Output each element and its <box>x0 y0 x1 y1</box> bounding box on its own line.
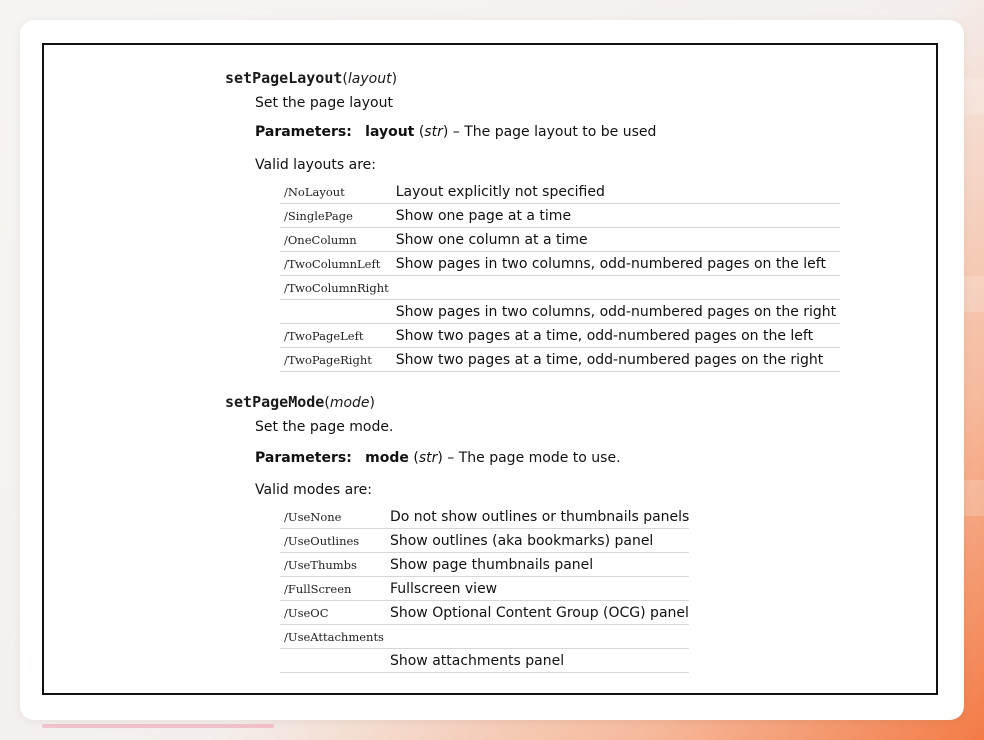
option-description: Show pages in two columns, odd-numbered pages on the right <box>396 300 840 324</box>
layout-options-table <box>280 180 840 372</box>
option-name: /FullScreen <box>280 577 390 601</box>
option-description: Show two pages at a time, odd-numbered pages on the left <box>396 324 840 348</box>
option-row <box>280 276 840 300</box>
option-description: Show page thumbnails panel <box>390 553 689 577</box>
param-name: mode <box>365 450 409 466</box>
option-name: /OneColumn <box>280 228 396 252</box>
option-row <box>280 252 840 276</box>
option-name: /TwoColumnLeft <box>280 252 396 276</box>
option-name: /TwoColumnRight <box>280 276 396 300</box>
option-description: Show pages in two columns, odd-numbered pages on the left <box>396 252 840 276</box>
option-row <box>280 204 840 228</box>
option-description: Show Optional Content Group (OCG) panel <box>390 601 689 625</box>
param-description: – The page mode to use. <box>447 450 621 466</box>
option-row <box>280 553 689 577</box>
valid-values-label: Valid layouts are: <box>255 157 376 173</box>
parameters-label: Parameters: <box>255 450 352 466</box>
option-name: /NoLayout <box>280 180 396 204</box>
option-description: Show outlines (aka bookmarks) panel <box>390 529 689 553</box>
option-description: Do not show outlines or thumbnails panels <box>390 505 689 529</box>
option-description: Show attachments panel <box>390 649 689 673</box>
mode-options-table <box>280 505 689 673</box>
option-row <box>280 228 840 252</box>
option-name <box>280 300 396 324</box>
method-name: setPageLayout <box>225 69 343 87</box>
method-signature-setpagemode: setPageMode(mode) <box>225 393 375 411</box>
option-row <box>280 577 689 601</box>
option-name: /UseOutlines <box>280 529 390 553</box>
param-description: – The page layout to be used <box>452 124 657 140</box>
option-description: Show one column at a time <box>396 228 840 252</box>
option-row <box>280 649 689 673</box>
parameters-label: Parameters: <box>255 124 352 140</box>
param-type: str <box>418 450 438 466</box>
parameters-line: Parameters: layout (str) – The page layout to be used <box>255 124 657 140</box>
valid-values-label: Valid modes are: <box>255 482 372 498</box>
method-summary: Set the page layout <box>255 95 393 111</box>
card-accent-underline <box>42 724 274 728</box>
param-name: layout <box>365 124 415 140</box>
option-row <box>280 529 689 553</box>
option-name: /UseOC <box>280 601 390 625</box>
option-description: Show two pages at a time, odd-numbered pages on the right <box>396 348 840 372</box>
method-summary: Set the page mode. <box>255 419 394 435</box>
method-arg: layout <box>347 71 392 87</box>
option-row <box>280 625 689 649</box>
option-name <box>280 649 390 673</box>
option-description <box>390 625 689 649</box>
option-name: /SinglePage <box>280 204 396 228</box>
option-row <box>280 348 840 372</box>
option-row <box>280 601 689 625</box>
param-type: str <box>424 124 443 140</box>
method-name: setPageMode <box>225 393 325 411</box>
option-name: /UseThumbs <box>280 553 390 577</box>
option-name: /UseAttachments <box>280 625 390 649</box>
option-row <box>280 324 840 348</box>
option-name: /TwoPageRight <box>280 348 396 372</box>
documentation-page <box>42 43 938 695</box>
parameters-line: Parameters: mode (str) – The page mode to use. <box>255 450 621 466</box>
option-name: /UseNone <box>280 505 390 529</box>
option-row <box>280 300 840 324</box>
option-description <box>396 276 840 300</box>
method-signature-setpagelayout: setPageLayout(layout) <box>225 69 398 87</box>
option-description: Show one page at a time <box>396 204 840 228</box>
option-description: Layout explicitly not specified <box>396 180 840 204</box>
option-row <box>280 505 689 529</box>
option-name: /TwoPageLeft <box>280 324 396 348</box>
option-description: Fullscreen view <box>390 577 689 601</box>
method-arg: mode <box>329 395 370 411</box>
option-row <box>280 180 840 204</box>
